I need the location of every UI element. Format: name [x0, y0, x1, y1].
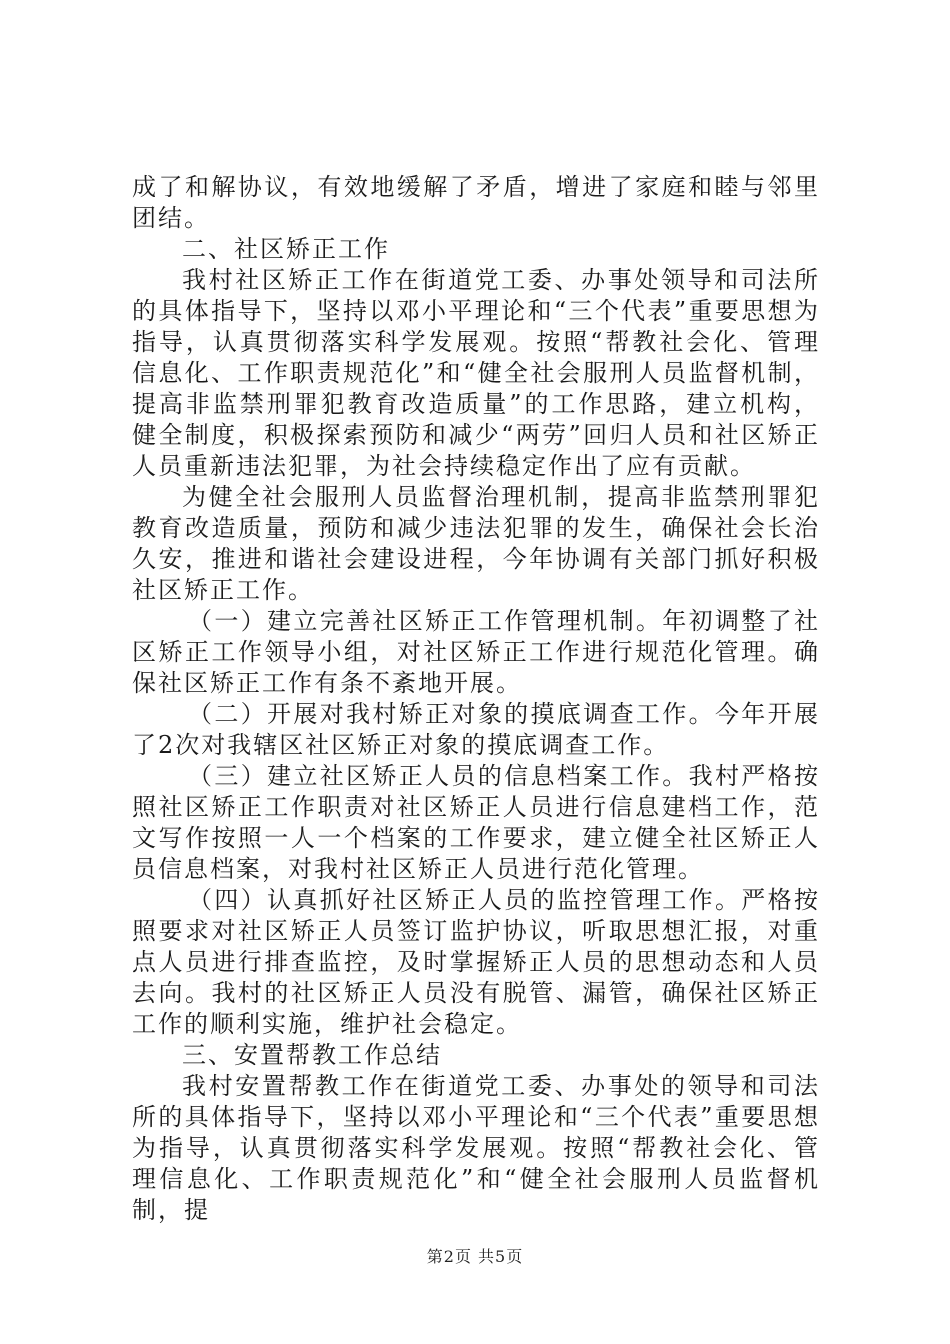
- paragraph-correction-intro: 我村社区矫正工作在街道党工委、办事处领导和司法所的具体指导下，坚持以邓小平理论和“三个代表”重要思想为指导，认真贯彻落实科学发展观。按照“帮教社会化、管理信息化、工作职责规范化”和“健全社会服刑人员监督机制，提高非监禁刑罪犯教育改造质量”的工作思路，建立机构，健全制度，积极探索预防和减少“两劳”回归人员和社区矫正人员重新违法犯罪，为社会持续稳定作出了应有贡献。: [132, 266, 820, 480]
- page-number-footer: 第2页 共5页: [426, 1247, 524, 1266]
- paragraph-correction-goal: 为健全社会服刑人员监督治理机制，提高非监禁刑罪犯教育改造质量，预防和减少违法犯罪的发生，确保社会长治久安，推进和谐社会建设进程，今年协调有关部门抓好积极社区矫正工作。: [132, 483, 820, 604]
- list-item-4: （四）认真抓好社区矫正人员的监控管理工作。严格按照要求对社区矫正人员签订监护协议，听取思想汇报，对重点人员进行排查监控，及时掌握矫正人员的思想动态和人员去向。我村的社区矫正人员没有脱管、漏管，确保社区矫正工作的顺利实施，维护社会稳定。: [132, 886, 820, 1038]
- section-heading-community-correction: 二、社区矫正工作: [182, 235, 390, 263]
- document-body: [132, 172, 820, 1226]
- list-item-1: （一）建立完善社区矫正工作管理机制。年初调整了社区矫正工作领导小组，对社区矫正工作进行规范化管理。确保社区矫正工作有条不紊地开展。: [132, 607, 820, 697]
- list-item-2: （二）开展对我村矫正对象的摸底调查工作。今年开展了2次对我辖区社区矫正对象的摸底调查工作。: [132, 700, 820, 759]
- section-heading-resettlement: 三、安置帮教工作总结: [182, 1041, 442, 1069]
- paragraph-continued: 成了和解协议，有效地缓解了矛盾，增进了家庭和睦与邻里团结。: [132, 173, 820, 232]
- paragraph-resettlement-intro: 我村安置帮教工作在街道党工委、办事处的领导和司法所的具体指导下，坚持以邓小平理论和“三个代表”重要思想为指导，认真贯彻落实科学发展观。按照“帮教社会化、管理信息化、工作职责规范化”和“健全社会服刑人员监督机制，提: [132, 1072, 820, 1224]
- list-item-3: （三）建立社区矫正人员的信息档案工作。我村严格按照社区矫正工作职责对社区矫正人员进行信息建档工作，范文写作按照一人一个档案的工作要求，建立健全社区矫正人员信息档案，对我村社区矫正人员进行范化管理。: [132, 762, 820, 883]
